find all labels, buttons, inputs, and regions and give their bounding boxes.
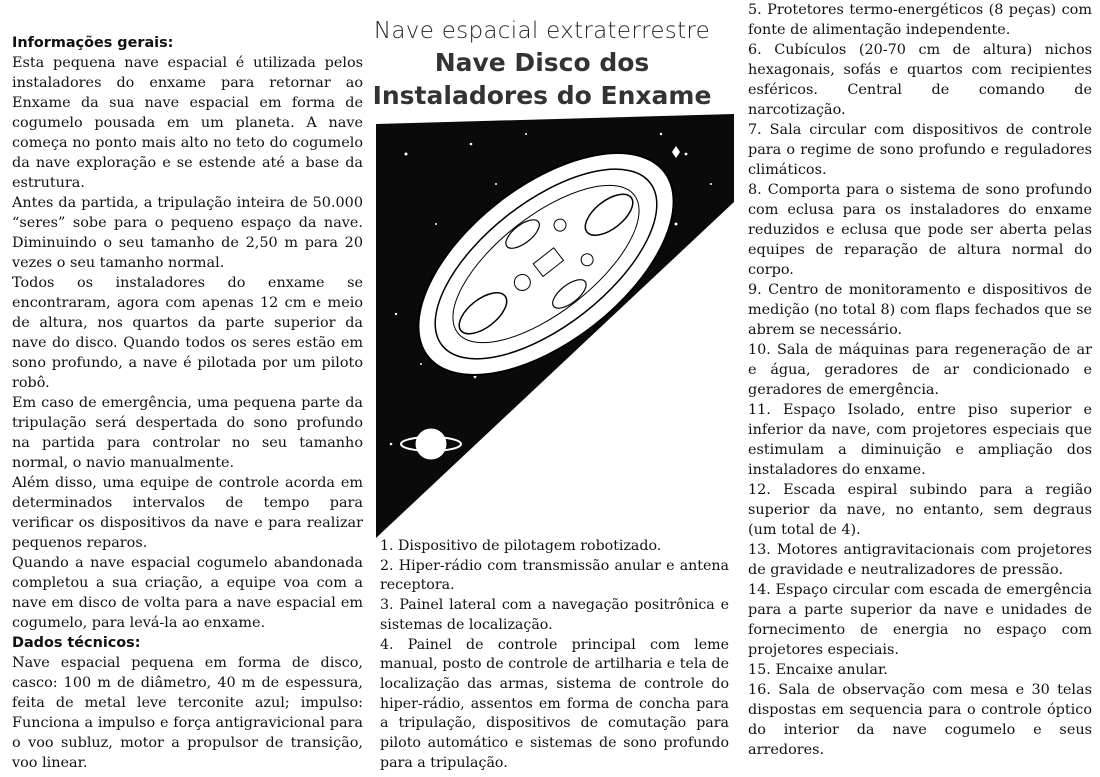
list-item: 3. Painel lateral com a navegação positrônica e sistemas de localização.: [380, 597, 729, 633]
list-item: 14. Espaço circular com escada de emergência para a parte superior da nave e unidades de fornecimento de energia no espaço com projetores especiais.: [748, 582, 1092, 658]
list-item: 15. Encaixe anular.: [748, 662, 888, 678]
list-item: 16. Sala de observação com mesa e 30 telas dispostas em sequencia para o controle óptico do interior da nave cogumelo e seus arredores.: [748, 682, 1092, 758]
right-column: [748, 0, 1092, 760]
general-paragraph-1: Esta pequena nave espacial é utilizada pelos instaladores do enxame para retornar ao Enxame da sua nave espacial em forma de cogumelo pousada em um planeta. A nave começa no ponto mais alto no teto do cogumelo da nave exploração e se estende até a base da estrutura.: [12, 55, 363, 191]
list-item: 5. Protetores termo-energéticos (8 peças) com fonte de alimentação independente.: [748, 2, 1092, 38]
general-paragraph-2: Antes da partida, a tripulação inteira de 50.000 “seres” sobe para o pequeno espaço da nave. Diminuindo o seu tamanho de 2,50 m para 20 vezes o seu tamanho normal.: [12, 195, 363, 271]
spaceship-illustration: [376, 114, 734, 538]
list-item: 1. Dispositivo de pilotagem robotizado.: [380, 538, 662, 554]
general-paragraph-3: Todos os instaladores do enxame se encontraram, agora com apenas 12 cm e meio de altura, nos quartos da parte superior da nave do disco. Quando todos os seres estão em sono profundo, a nave é pilotada por um piloto robô.: [12, 275, 363, 391]
title-line-2: Nave Disco dos: [434, 48, 650, 77]
general-paragraph-5: Além disso, uma equipe de controle acorda em determinados intervalos de tempo para verificar os dispositivos da nave e para realizar pequenos reparos.: [12, 475, 363, 551]
list-item: 13. Motores antigravitacionais com projetores de gravidade e neutralizadores de pressão.: [748, 542, 1092, 578]
technical-data-text: Nave espacial pequena em forma de disco, casco: 100 m de diâmetro, 40 m de espessura, feita de metal leve terconite azul; impulso: Funciona a impulso e força antigravicional para o voo subluz, motor a propulsor de transição, voo linear.: [12, 655, 363, 771]
title-line-1: Nave espacial extraterrestre: [373, 18, 711, 44]
list-item: 6. Cubículos (20-70 cm de altura) nichos hexagonais, sofás e quartos com recipientes esféricos. Central de comando de narcotização.: [748, 42, 1092, 118]
list-item: 10. Sala de máquinas para regeneração de ar e água, geradores de ar condicionado e geradores de emergência.: [748, 342, 1092, 398]
list-item: 4. Painel de controle principal com leme manual, posto de controle de artilharia e tela de localização das armas, sistema de controle do hiper-rádio, assentos em forma de concha para a tripulação, dispositivos de comutação para piloto automático e sistemas de sono profundo para a tripulação.: [380, 636, 729, 771]
general-paragraph-4: Em caso de emergência, uma pequena parte da tripulação será despertada do sono profundo na partida para controlar no seu tamanho normal, o navio manualmente.: [12, 395, 363, 471]
list-item: 8. Comporta para o sistema de sono profundo com eclusa para os instaladores do enxame reduzidos e eclusa que pode ser aberta pelas equipes de reparação de altura normal do corpo.: [748, 182, 1092, 278]
title-line-3: Instaladores do Enxame: [372, 81, 712, 110]
left-column: [12, 33, 363, 773]
list-item: 11. Espaço Isolado, entre piso superior e inferior da nave, com projetores especiais que estimulam a diminuição e ampliação dos instaladores do enxame.: [748, 402, 1092, 478]
general-paragraph-6: Quando a nave espacial cogumelo abandonada completou a sua criação, a equipe voa com a nave em disco de volta para a nave espacial em cogumelo, para levá-la ao enxame.: [12, 555, 363, 631]
technical-data-heading: Dados técnicos:: [12, 635, 141, 651]
list-item: 9. Centro de monitoramento e dispositivos de medição (no total 8) com flaps fechados que se abrem se necessário.: [748, 282, 1092, 338]
middle-column: [380, 537, 729, 774]
list-item: 12. Escada espiral subindo para a região superior da nave, no entanto, sem degraus (um total de 4).: [748, 482, 1092, 538]
list-item: 2. Hiper-rádio com transmissão anular e antena receptora.: [380, 557, 729, 594]
general-info-heading: Informações gerais:: [12, 35, 174, 51]
title-block: [372, 16, 712, 112]
list-item: 7. Sala circular com dispositivos de controle para o regime de sono profundo e reguladores climáticos.: [748, 122, 1092, 178]
